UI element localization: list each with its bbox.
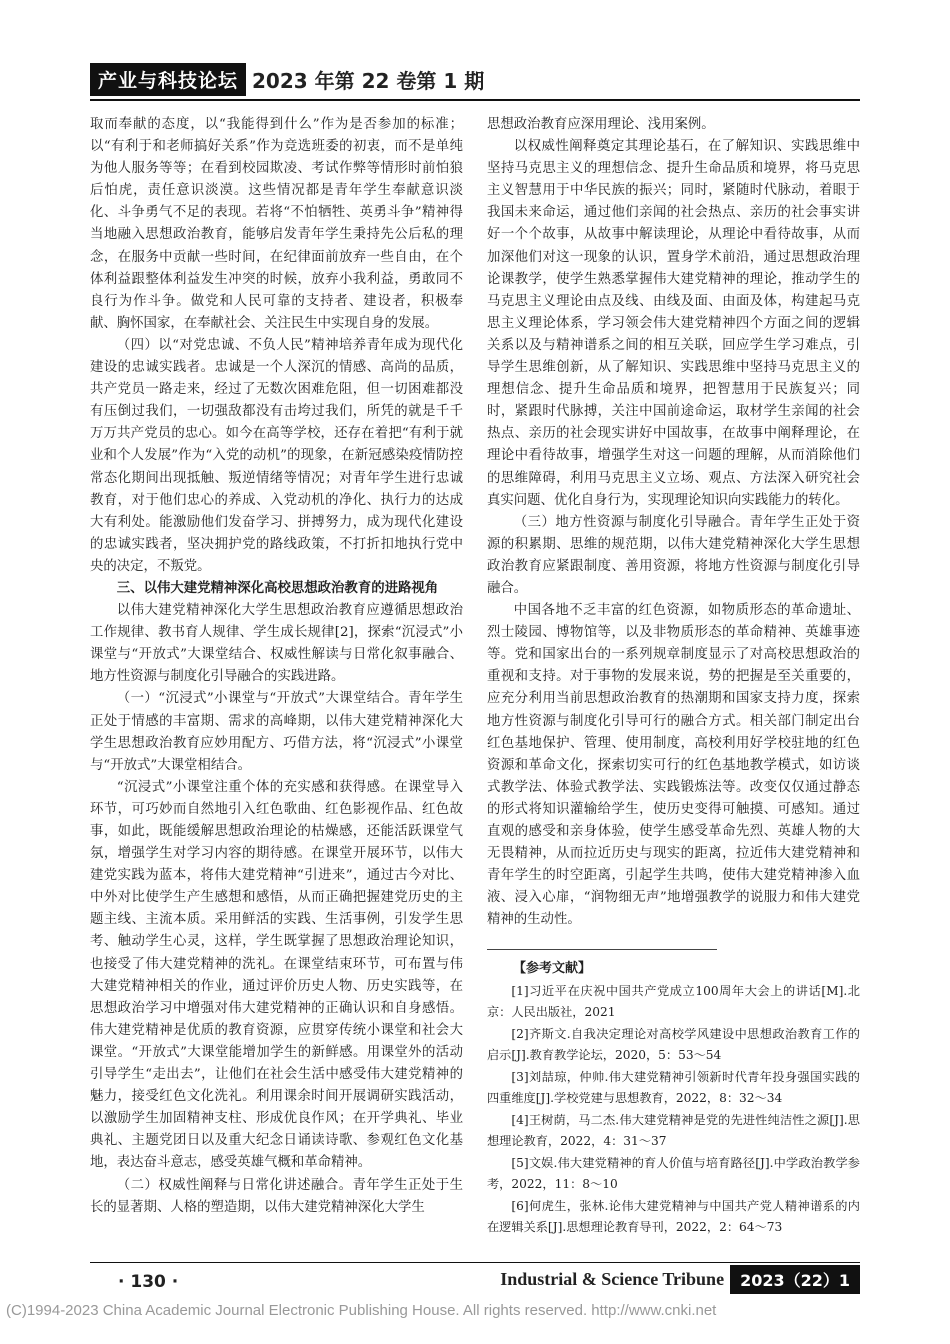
issue-label: 2023 年第 22 卷第 1 期 — [252, 68, 485, 93]
running-header — [90, 63, 484, 95]
footer-journal — [500, 1265, 860, 1294]
paragraph: “沉浸式”小课堂注重个体的充实感和获得感。在课堂导入环节，可巧妙而自然地引入红色歌曲、红色影视作品、红色故事，如此，既能缓解思想政治理论的枯燥感，还能活跃课堂气氛，增强学生对学习内容的期待感。在课堂开展环节，以伟大建党实践为蓝本，将伟大建党精神“引进来”，通过古今对比、中外对比使学生产生感想和感悟，从而正确把握建党历史的主题主线、主流本质。采用鲜活的实践、生活事例，引发学生思考、触动学生心灵，这样，学生既掌握了思想政治理论知识，也接受了伟大建党精神的洗礼。在课堂结束环节，可布置与伟大建党精神相关的作业，通过评价历史人物、历史实践等，在思想政治学习中增强对伟大建党精神的正确认识和自身感悟。伟大建党精神是优质的教育资源，应贯穿传统小课堂和社会大课堂。“开放式”大课堂能增加学生的新鲜感。用课堂外的活动引导学生“走出去”，让他们在社会生活中感受伟大建党精神的魅力，接受红色文化洗礼。利用课余时间开展调研实践活动，以激励学生加固精神支柱、形成优良作风；在开学典礼、毕业典礼、主题党团日以及重大纪念日诵读诗歌、参观红色文化基地，表达奋斗意志，感受英雄气概和革命精神。 — [90, 779, 463, 1171]
footer-rule — [90, 1262, 860, 1263]
reference-item: [1]习近平在庆祝中国共产党成立100周年大会上的讲话[M].北京：人民出版社，2021 — [487, 983, 860, 1020]
references-rule — [487, 949, 717, 950]
reference-item: [4]王树荫，马二杰.伟大建党精神是党的先进性纯洁性之源[J].思想理论教育，2022，4：31～37 — [487, 1112, 860, 1149]
references-title: 【参考文献】 — [513, 961, 592, 977]
paragraph: 以权威性阐释奠定其理论基石，在了解知识、实践思维中坚持马克思主义的理想信念、提升生命品质和境界，将马克思主义智慧用于中华民族的振兴；同时，紧随时代脉动，着眼于我国未来命运，通过他们亲闻的社会热点、亲历的社会事实讲好一个个故事，从故事中解读理论，从理论中看待故事，从而加深他们对这一现象的认识，置身学术前沿，通过思想政治理论课教学，使学生熟悉掌握伟大建党精神的理论，推动学生的马克思主义理论由点及线、由线及面、由面及体，构建起马克思主义理论体系，学习领会伟大建党精神四个方面之间的逻辑关系以及与精神谱系之间的相互关联，回应学生学习难点，引导学生思维创新，从了解知识、实践思维中坚持马克思主义的理想信念、提升生命品质和境界，把智慧用于民族复兴；同时，紧跟时代脉搏，关注中国前途命运，取材学生亲闻的社会热点、亲历的社会现实讲好中国故事，在故事中阐释理论，在理论中看待故事，增强学生对这一问题的理解，从而消除他们的思维障碍，利用马克思主义立场、观点、方法深入研究社会真实问题、优化自身行为，实现理论知识向实践能力的转化。 — [487, 139, 860, 508]
paragraph: （三）地方性资源与制度化引导融合。青年学生正处于资源的积累期、思维的规范期，以伟大建党精神深化大学生思想政治教育应紧跟制度、善用资源，将地方性资源与制度化引导融合。 — [487, 514, 860, 596]
paragraph: 取而奉献的态度，以“我能得到什么”作为是否参加的标准；以“有利于和老师搞好关系”作为竞选班委的初衷，而不是单纯为他人服务等等；在看到校园欺凌、考试作弊等情形时前怕狼后怕虎，责任意识淡漠。这些情况都是青年学生奉献意识淡化、斗争勇气不足的表现。若将“不怕牺牲、英勇斗争”精神得当地融入思想政治教育，能够启发青年学生秉持先公后私的理念，在服务中贡献一些时间，在纪律面前放弃一些自由，在个体利益跟整体利益发生冲突的时候，放弃小我利益，勇敢同不良行为作斗争。做党和人民可靠的支持者、建设者，积极奉献、胸怀国家，在奉献社会、关注民生中实现自身的发展。 — [90, 117, 463, 331]
paragraph: （二）权威性阐释与日常化讲述融合。青年学生正处于生长的显著期、人格的塑造期，以伟大建党精神深化大学生 — [90, 1177, 463, 1215]
copyright-line: (C)1994-2023 China Academic Journal Electronic Publishing House. All rights reserved. http://www.cnki.net — [6, 1302, 717, 1319]
paragraph: 以伟大建党精神深化大学生思想政治教育应遵循思想政治工作规律、教书育人规律、学生成长规律[2]，探索“沉浸式”小课堂与“开放式”大课堂结合、权威性解读与日常化叙事融合、地方性资源与制度化引导融合的实践进路。 — [90, 603, 463, 685]
reference-item: [6]何虎生，张林.论伟大建党精神与中国共产党人精神谱系的内在逻辑关系[J].思想理论教育导刊，2022，2：64～73 — [487, 1198, 860, 1235]
reference-item: [3]刘喆琼，仲帅.伟大建党精神引领新时代青年投身强国实践的四重维度[J].学校党建与思想教育，2022，8：32～34 — [487, 1069, 860, 1106]
journal-english-name: Industrial & Science Tribune — [500, 1269, 725, 1289]
references-list — [487, 981, 860, 1239]
reference-item: [2]齐斯文.自我决定理论对高校学风建设中思想政治教育工作的启示[J].教育教学论坛，2020，5：53～54 — [487, 1026, 860, 1063]
reference-item: [5]文娱.伟大建党精神的育人价值与培育路径[J].中学政治教学参考，2022，11：8～10 — [487, 1155, 860, 1192]
page-number: · 130 · — [118, 1272, 179, 1292]
left-column — [90, 114, 463, 1219]
paragraph: （四）以“对党忠诚、不负人民”精神培养青年成为现代化建设的忠诚实践者。忠诚是一个人深沉的情感、高尚的品质，共产党员一路走来，经过了无数次困难危阻，但一切困难都没有压倒过我们，一切强敌都没有击垮过我们，所凭的就是千千万万共产党员的忠心。如今在高等学校，还存在着把“有利于就业和个人发展”作为“入党的动机”的现象，在新冠感染疫情防控常态化期间出现抵触、叛逆情绪等情况；对青年学生进行忠诚教育，对于他们忠心的养成、入党动机的净化、执行力的达成大有利处。能激励他们发奋学习、拼搏努力，成为现代化建设的忠诚实践者，坚决拥护党的路线政策，不打折扣地执行党中央的决定，不叛党。 — [90, 337, 463, 574]
paragraph: （一）“沉浸式”小课堂与“开放式”大课堂结合。青年学生正处于情感的丰富期、需求的高峰期，以伟大建党精神深化大学生思想政治教育应妙用配方、巧借方法，将“沉浸式”小课堂与“开放式”大课堂相结合。 — [90, 691, 463, 773]
journal-name: 产业与科技论坛 — [90, 63, 246, 96]
header-rule — [90, 99, 860, 101]
right-column — [487, 114, 860, 1239]
footer-issue: 2023（22）1 — [730, 1265, 860, 1294]
paragraph: 中国各地不乏丰富的红色资源，如物质形态的革命遗址、烈士陵园、博物馆等，以及非物质形态的革命精神、英雄事迹等。党和国家出台的一系列规章制度显示了对高校思想政治的重视和支持。对于事物的发展来说，势的把握是至关重要的，应充分利用当前思想政治教育的热潮期和国家支持力度，探索地方性资源与制度化引导可行的融合方式。相关部门制定出台红色基地保护、管理、使用制度，高校利用好学校驻地的红色资源和革命文化，探索切实可行的红色基地教学模式，如访谈式教学法、体验式教学法、实践锻炼法等。改变仅仅通过静态的形式将知识灌输给学生，使历史变得可触摸、可感知。通过直观的感受和亲身体验，使学生感受革命先烈、英雄人物的大无畏精神，从而拉近历史与现实的距离，拉近伟大建党精神和青年学生的时空距离，引起学生共鸣，使伟大建党精神渗入血液、浸入心扉，“润物细无声”地增强教学的说服力和伟大建党精神的生动性。 — [487, 603, 860, 928]
paragraph: 思想政治教育应深用理论、浅用案例。 — [487, 117, 715, 132]
section-heading: 三、以伟大建党精神深化高校思想政治教育的进路视角 — [116, 580, 439, 596]
